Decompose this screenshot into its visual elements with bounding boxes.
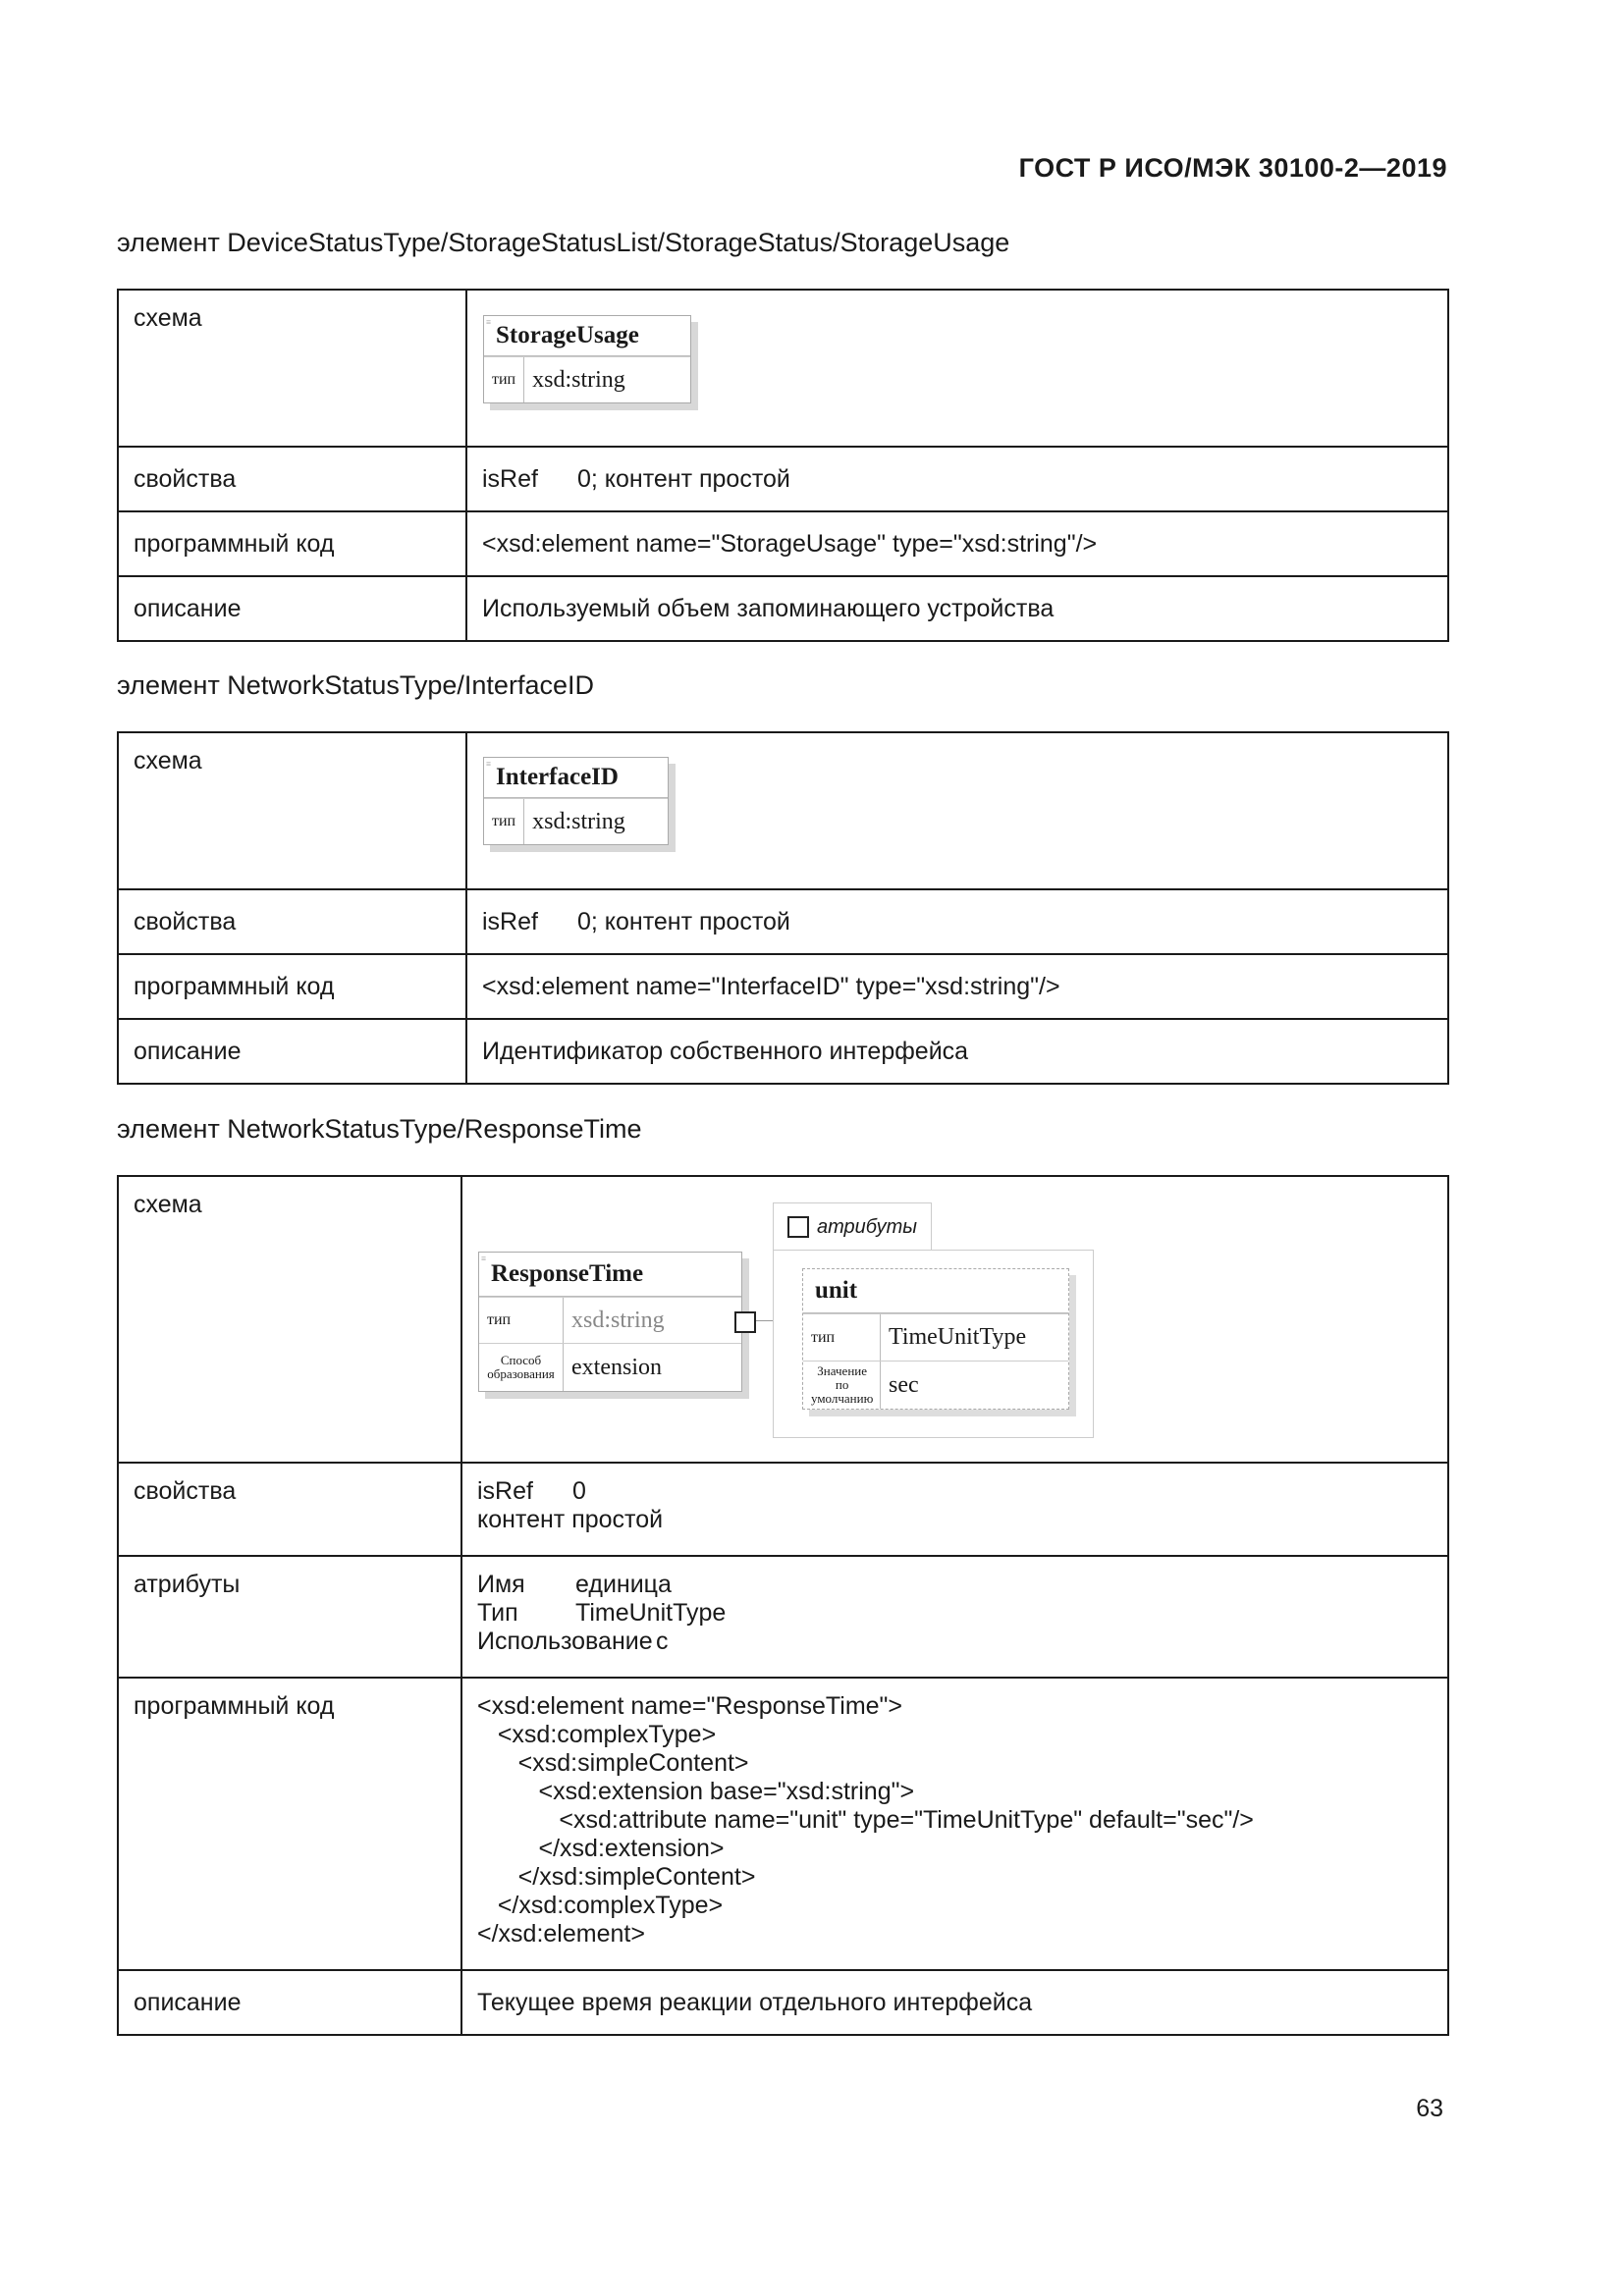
isref-value: 0; контент простой [576,464,790,493]
schema-label: схема [118,290,466,447]
unit-attribute-box [802,1268,1069,1410]
document-id: ГОСТ Р ИСО/МЭК 30100-2—2019 [1018,153,1447,183]
attributes-value [461,1556,1448,1678]
schema-label: схема [118,1176,461,1463]
source-line: <xsd:attribute name="unit" type="TimeUnitType" default="sec"/> [477,1806,1254,1834]
doc-icon: ≡ [486,317,492,327]
doc-icon: ≡ [481,1254,487,1263]
interface-id-table [117,731,1449,1085]
section-title-storage-usage: элемент DeviceStatusType/StorageStatusList/StorageStatus/StorageUsage [117,228,1010,257]
attr-use-key: Использование [477,1628,653,1655]
attribute-type-value: TimeUnitType [889,1324,1027,1350]
attributes-tab-label: атрибуты [817,1215,917,1238]
properties-label: свойства [118,447,466,511]
content-type: контент простой [477,1506,664,1533]
response-time-diagram [478,1252,742,1392]
source-line: </xsd:element> [477,1920,645,1948]
source-line: <xsd:complexType> [477,1721,717,1748]
attributes-label: атрибуты [118,1556,461,1678]
storage-usage-diagram [483,315,691,403]
attributes-tab[interactable] [773,1202,932,1251]
source-line: <xsd:extension base="xsd:string"> [477,1778,915,1805]
storage-usage-table [117,289,1449,642]
isref-key: isRef [482,907,538,935]
source-line: <xsd:simpleContent> [477,1749,749,1777]
description-label: описание [118,576,466,641]
section-title-interface-id: элемент NetworkStatusType/InterfaceID [117,670,594,700]
connector-line [756,1320,774,1321]
schema-cell [466,732,1448,889]
attr-use-value: с [656,1628,669,1655]
description-value: Используемый объем запоминающего устройства [466,576,1448,641]
attribute-default-value: sec [889,1371,919,1398]
properties-label: свойства [118,889,466,954]
interface-id-diagram [483,757,669,845]
expand-toggle-icon[interactable] [734,1311,756,1333]
source-code: <xsd:element name="StorageUsage" type="xsd:string"/> [466,511,1448,576]
schema-cell [466,290,1448,447]
page-number: 63 [1416,2095,1443,2122]
attribute-name: unit [803,1269,1068,1313]
schema-cell [461,1176,1448,1463]
isref-value: 0; контент простой [576,907,790,935]
source-code [461,1678,1448,1970]
source-label: программный код [118,954,466,1019]
source-line: <xsd:element name="ResponseTime"> [477,1692,903,1720]
attribute-type-key: тип [803,1314,881,1361]
schema-label: схема [118,732,466,889]
diagram-type-key: тип [479,1298,564,1343]
properties-value [466,447,1448,511]
diagram-derivation-value: extension [571,1354,662,1380]
source-label: программный код [118,1678,461,1970]
isref-value: 0 [571,1477,586,1505]
diagram-derivation-key: Способ образования [479,1344,564,1391]
description-label: описание [118,1970,461,2035]
attribute-default-key: Значение по умолчанию [803,1362,881,1409]
source-line: </xsd:complexType> [477,1892,724,1919]
diagram-element-name: StorageUsage [484,316,690,356]
doc-icon: ≡ [486,759,492,769]
source-line: </xsd:extension> [477,1835,725,1862]
attr-name-key: Имя [477,1571,525,1598]
source-label: программный код [118,511,466,576]
checkbox-icon [787,1216,809,1238]
source-line: </xsd:simpleContent> [477,1863,756,1891]
diagram-type-key: тип [484,799,524,844]
diagram-type-value: xsd:string [532,808,625,834]
isref-key: isRef [482,464,538,493]
attr-name-value: единица [575,1571,672,1598]
diagram-element-name: InterfaceID [484,758,668,798]
properties-value [466,889,1448,954]
diagram-type-value: xsd:string [532,366,625,393]
description-value: Идентификатор собственного интерфейса [466,1019,1448,1084]
diagram-type-key: тип [484,357,524,402]
response-time-table [117,1175,1449,2036]
description-label: описание [118,1019,466,1084]
isref-key: isRef [477,1477,533,1505]
section-title-response-time: элемент NetworkStatusType/ResponseTime [117,1114,642,1144]
attr-type-key: Тип [477,1599,518,1627]
source-code: <xsd:element name="InterfaceID" type="xsd:string"/> [466,954,1448,1019]
properties-value [461,1463,1448,1556]
description-value: Текущее время реакции отдельного интерфейса [461,1970,1448,2035]
attr-type-value: TimeUnitType [575,1599,727,1627]
diagram-element-name: ResponseTime [479,1253,741,1297]
properties-label: свойства [118,1463,461,1556]
diagram-type-value: xsd:string [571,1307,665,1333]
